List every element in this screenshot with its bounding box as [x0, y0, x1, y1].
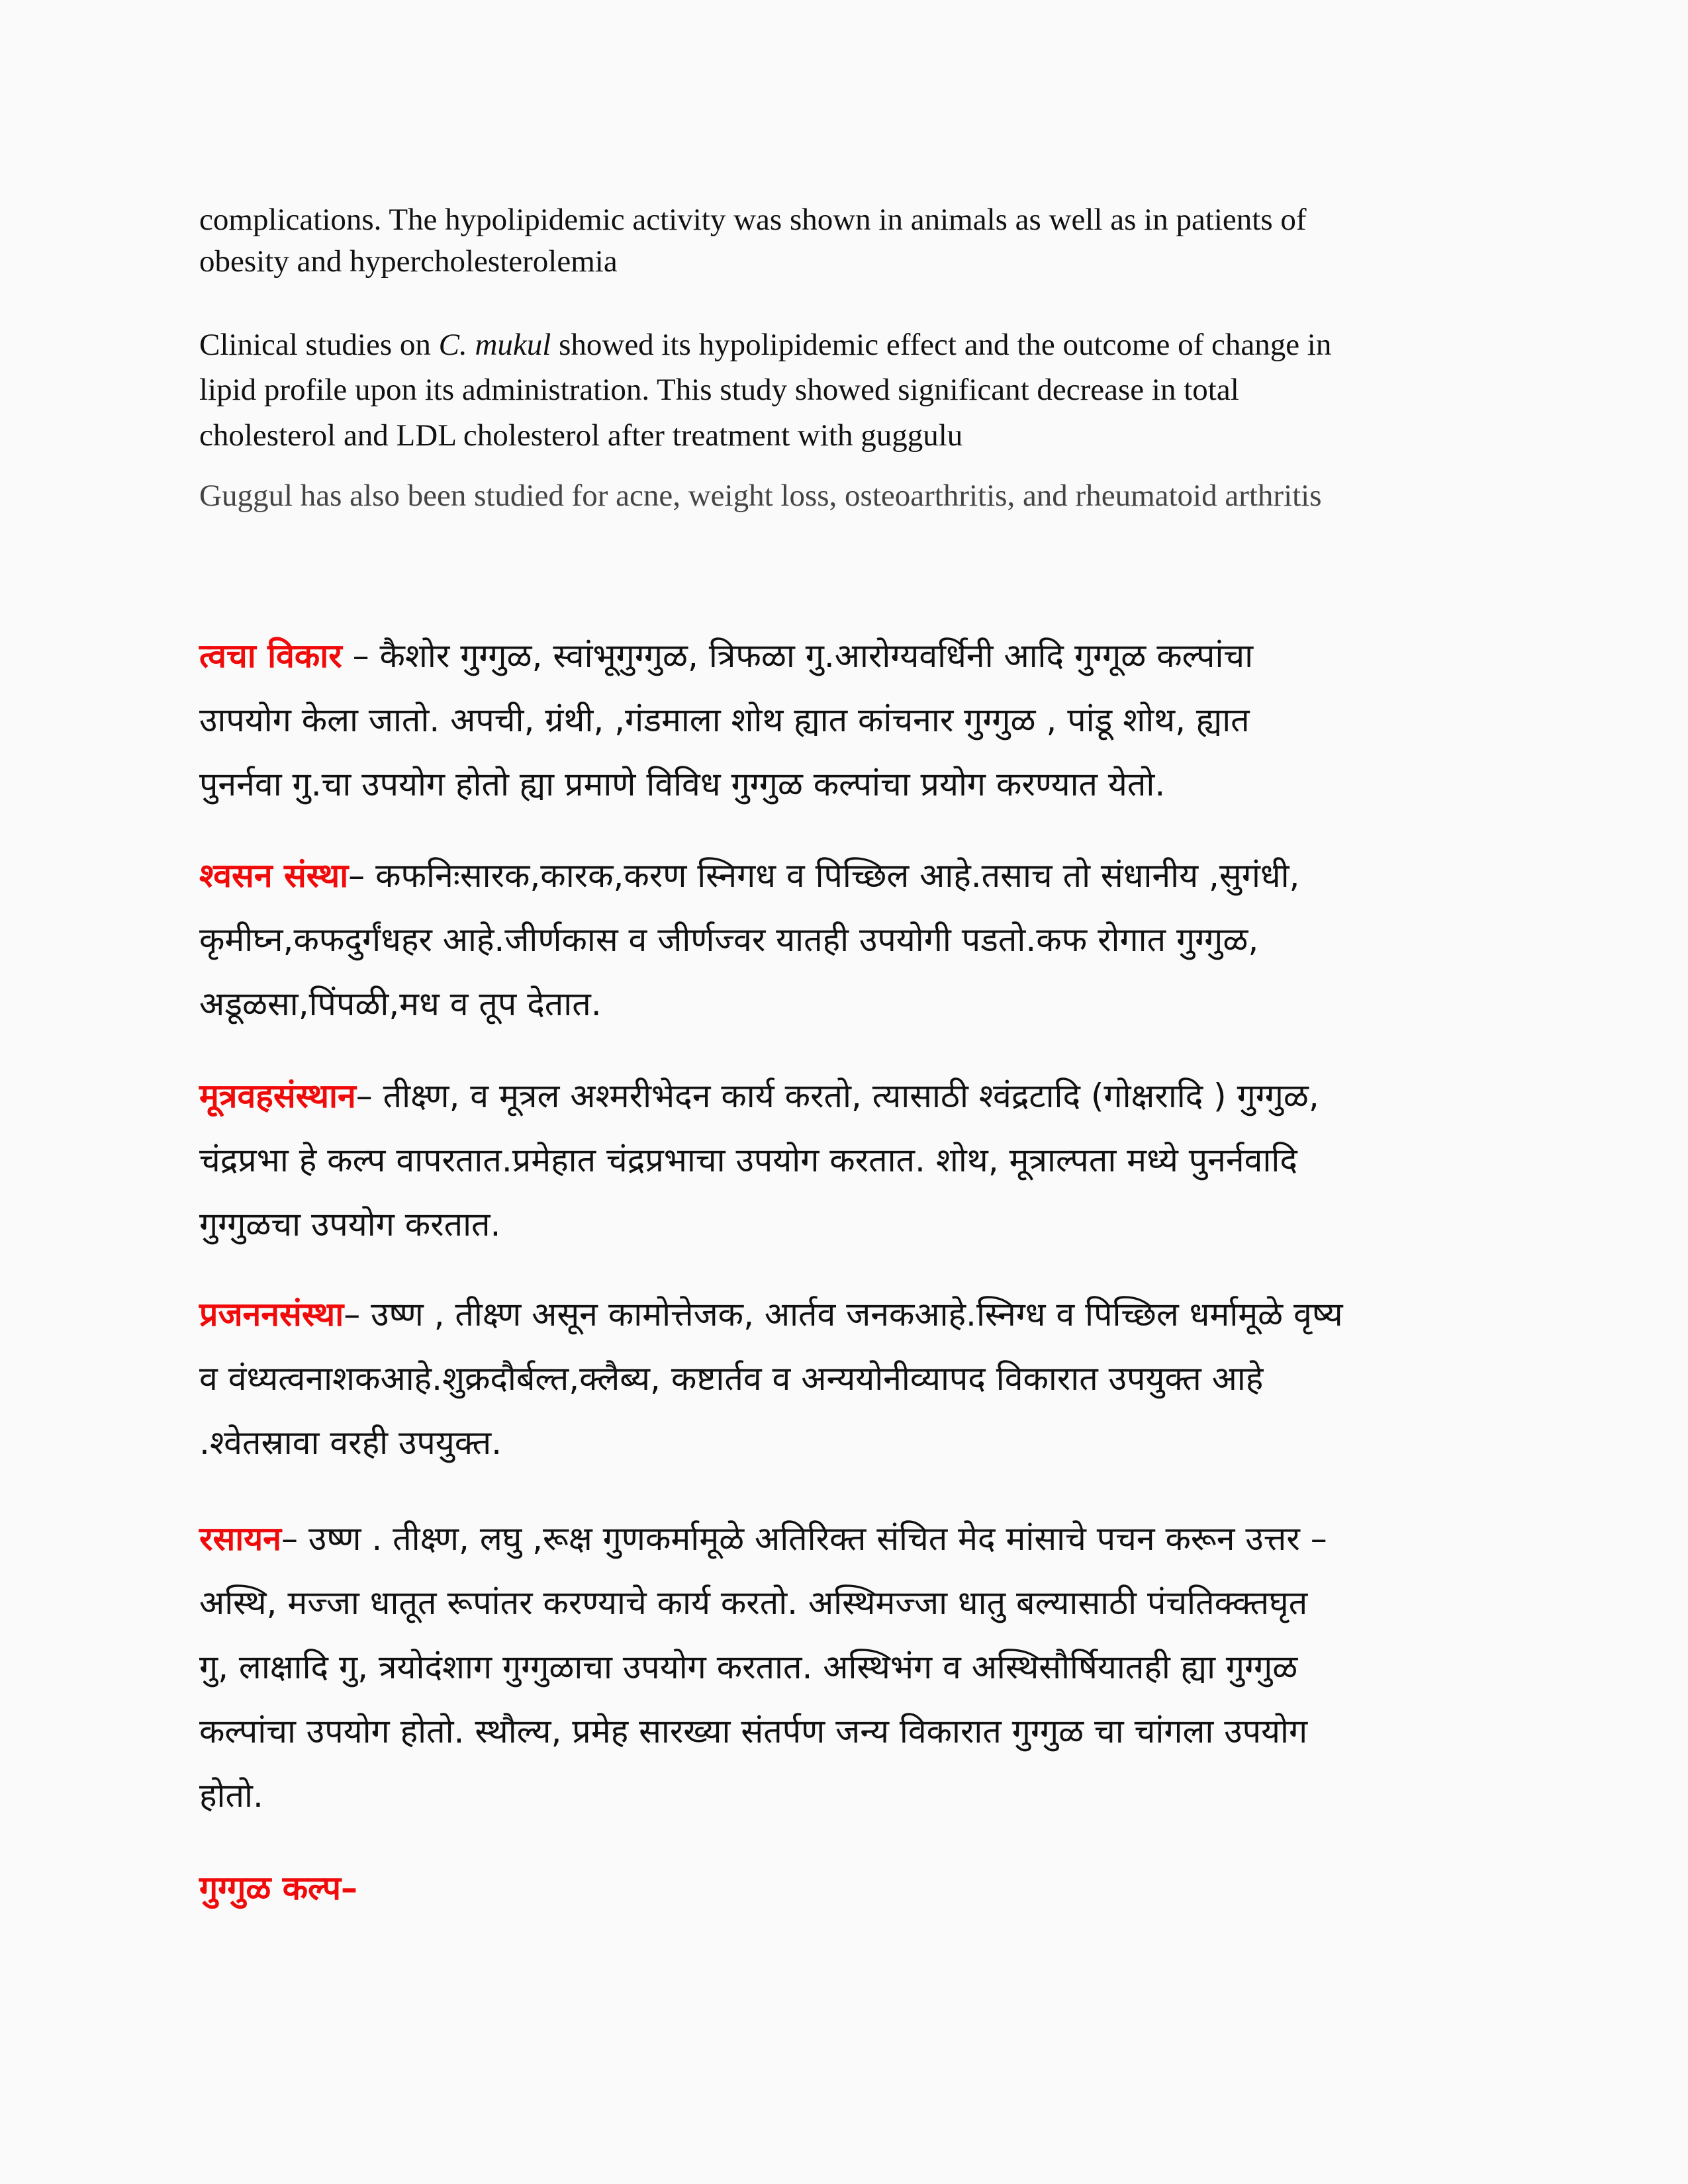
section-line: .श्वेतस्रावा वरही उपयुक्त. — [199, 1424, 502, 1462]
section-line: व वंध्यत्वनाशकआहे.शुक्रदौर्बल्त,क्लैब्य, कष्टार्तव व अन्ययोनीव्यापद विकारात उपयुक्त आहे — [199, 1359, 1264, 1398]
text: – कफनिःसारक,कारक,करण स्निगध व पिच्छिल आहे.तसाच तो संधानीय ,सुगंधी, — [348, 856, 1300, 895]
section-line: कल्पांचा उपयोग होतो. स्थौल्य, प्रमेह सारख्या संतर्पण जन्य विकारात गुग्गुळ चा चांगला उपयोग — [199, 1712, 1308, 1751]
text: – तीक्ष्ण, व मूत्रल अश्मरीभेदन कार्य करतो, त्यासाठी श्वंद्रटादि (गोक्षरादि ) गुग्गुळ, — [355, 1077, 1319, 1115]
section-heading: प्रजननसंस्था — [199, 1295, 344, 1334]
section-line — [199, 852, 1299, 897]
section-line — [199, 1515, 1327, 1560]
section-line: गु, लाक्षादि गु, त्रयोदंशाग गुग्गुळाचा उपयोग करतात. अस्थिभंग व अस्थिसौर्षियातही ह्या गुग्गुळ — [199, 1648, 1298, 1686]
section-line — [199, 632, 1253, 677]
body-text-line: obesity and hypercholesterolemia — [199, 244, 618, 279]
section-line: होतो. — [199, 1776, 263, 1815]
section-line: उापयोग केला जातो. अपची, ग्रंथी, ,गंडमाला शोथ ह्यात कांचनार गुग्गुळ , पांडू शोथ, ह्यात — [199, 701, 1250, 739]
species-name: C. mukul — [438, 328, 551, 362]
section-line — [199, 1291, 1343, 1336]
body-text-line: cholesterol and LDL cholesterol after treatment with guggulu — [199, 418, 963, 453]
section-line: कृमीघ्न,कफदुर्गंधहर आहे.जीर्णकास व जीर्णज्वर यातही उपयोगी पडतो.कफ रोगात गुग्गुळ, — [199, 921, 1259, 959]
text: – उष्ण , तीक्ष्ण असून कामोत्तेजक, आर्तव जनकआहे.स्निग्ध व पिच्छिल धर्मामूळे वृष्य — [344, 1295, 1343, 1334]
section-line — [199, 1072, 1319, 1117]
body-text-line: lipid profile upon its administration. This study showed significant decrease in total — [199, 373, 1239, 407]
text: showed its hypolipidemic effect and the outcome of change in — [551, 328, 1332, 362]
section-heading: मूत्रवहसंस्थान — [199, 1077, 356, 1115]
text: – कैशोर गुग्गुळ, स्वांभूगुग्गुळ, त्रिफळा गु.आरोग्यवर्धिनी आदि गुग्गूळ कल्पांचा — [342, 637, 1254, 675]
section-line: पुनर्नवा गु.चा उपयोग होतो ह्या प्रमाणे विविध गुग्गुळ कल्पांचा प्रयोग करण्यात येतो. — [199, 765, 1166, 803]
section-line: चंद्रप्रभा हे कल्प वापरतात.प्रमेहात चंद्रप्रभाचा उपयोग करतात. शोथ, मूत्राल्पता मध्ये पुनर्नवादि — [199, 1141, 1297, 1179]
text: Clinical studies on — [199, 328, 439, 362]
section-line: अस्थि, मज्जा धातूत रूपांतर करण्याचे कार्य करतो. अस्थिमज्जा धातु बल्यासाठी पंचतिक्क्तघृत — [199, 1584, 1308, 1622]
body-text-line — [199, 327, 1331, 363]
section-heading: गुग्गुळ कल्प– — [199, 1869, 358, 1907]
section-heading: श्वसन संस्था — [199, 856, 349, 895]
body-text-line: Guggul has also been studied for acne, weight loss, osteoarthritis, and rheumatoid arthritis — [199, 478, 1322, 513]
section-heading: रसायन — [199, 1520, 281, 1558]
body-text-line: complications. The hypolipidemic activity was shown in animals as well as in patients of — [199, 203, 1307, 237]
text: – उष्ण . तीक्ष्ण, लघु ,रूक्ष गुणकर्मामूळे अतिरिक्त संचित मेद मांसाचे पचन करून उत्तर – — [281, 1520, 1327, 1558]
section-heading: त्वचा विकार — [199, 637, 342, 675]
section-line: अडूळसा,पिंपळी,मध व तूप देतात. — [199, 985, 602, 1023]
section-line: गुग्गुळचा उपयोग करतात. — [199, 1205, 501, 1244]
